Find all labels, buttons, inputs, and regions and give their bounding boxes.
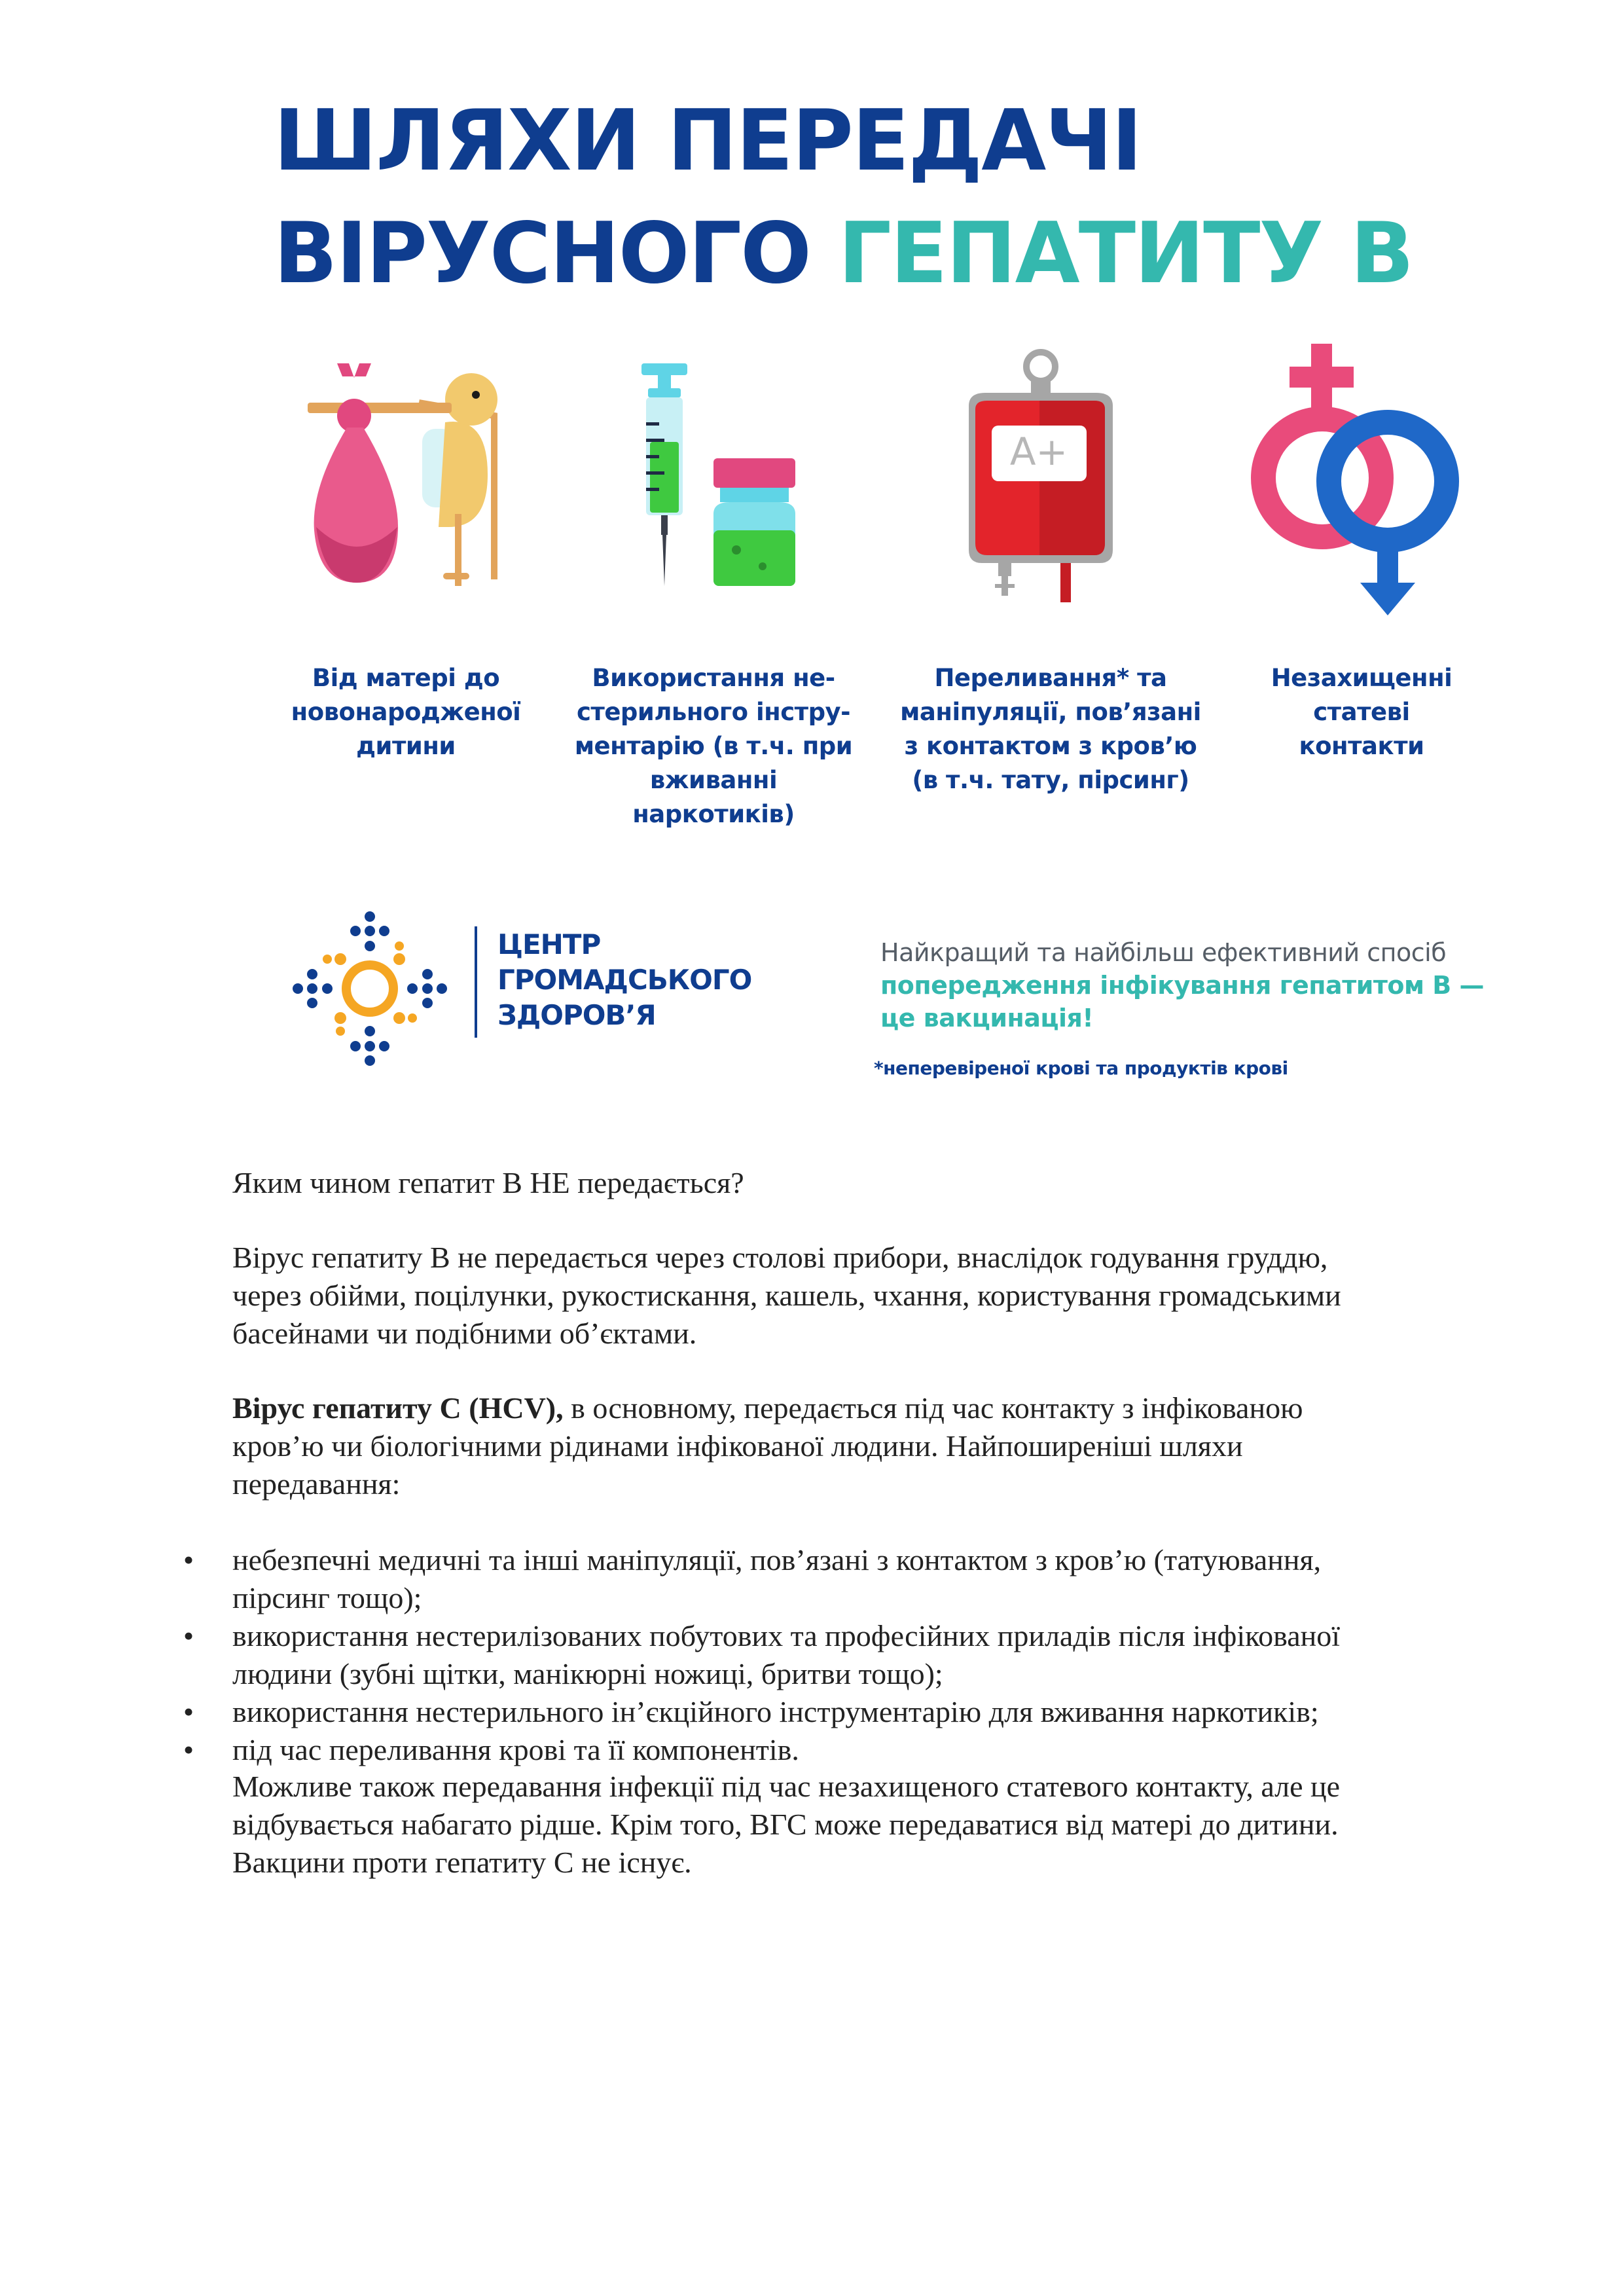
closing-text-b: ВГС може передаватися bbox=[749, 1808, 1058, 1841]
transmission-routes-list bbox=[183, 1541, 1509, 1769]
org-name bbox=[497, 927, 751, 1033]
list-item-text: під час переливання крові та її компонентів. bbox=[232, 1733, 799, 1766]
hbv-not-transmitted-paragraph: Вірус гепатиту В не передається через столові прибори, внаслідок годування груддю, через обійми, поцілунки, рукостискання, кашель, чхання, користування громадськими басейнами чи подібними об’єктами. bbox=[232, 1241, 1341, 1350]
stork-with-bundle-icon bbox=[298, 363, 507, 586]
hcv-description: в основному, передається під час контакту з інфікованою кров’ю чи біологічними рідинами інфікованої людини. Найпоширеніші шляхи передавання: bbox=[232, 1391, 1303, 1501]
blood-bag-icon bbox=[956, 347, 1119, 609]
list-item-text: використання нестерилізованих побутових та професійних приладів після інфікованої людини (зубні щітки, манікюрні ножиці, бритви тощо); bbox=[232, 1619, 1341, 1690]
route-caption-mother-to-child: Від матері до новонародженої дитини bbox=[291, 664, 521, 760]
public-health-center-logo-icon bbox=[291, 910, 448, 1070]
gender-symbols-icon bbox=[1244, 334, 1466, 622]
route-caption-unprotected-sex: Незахищенні статеві контакти bbox=[1271, 664, 1453, 760]
list-item-text: використання нестерильного ін’єкційного інструментарію для вживання наркотиків; bbox=[232, 1695, 1319, 1728]
list-item bbox=[183, 1541, 1509, 1617]
blood-type-label: A+ bbox=[1009, 429, 1068, 474]
question-heading: Яким чином гепатит В НЕ передається? bbox=[232, 1166, 744, 1199]
title-line-1: ШЛЯХИ ПЕРЕДАЧІ bbox=[274, 92, 1142, 190]
list-item bbox=[183, 1617, 1509, 1693]
title-line-2 bbox=[274, 198, 1413, 310]
org-name-line-1: ЦЕНТР bbox=[497, 928, 601, 960]
bullet-icon: • bbox=[183, 1619, 194, 1652]
bullet-icon: • bbox=[183, 1733, 194, 1766]
logo-divider bbox=[475, 926, 477, 1038]
closing-text-d: Вакцини проти гепатиту С не існує. bbox=[232, 1846, 692, 1879]
hcv-term: Вірус гепатиту С (HCV), bbox=[232, 1391, 564, 1425]
poster-title bbox=[274, 85, 1413, 310]
blood-footnote: *неперевіреної крові та продуктів крові bbox=[874, 1057, 1288, 1079]
list-item bbox=[183, 1693, 1509, 1731]
closing-text-c: від матері до дитини. bbox=[1058, 1808, 1339, 1841]
bullet-icon: • bbox=[183, 1695, 194, 1728]
org-name-line-2: ГРОМАДСЬКОГО bbox=[497, 964, 752, 996]
route-caption-non-sterile-tools: Використання не- стерильного інстру- ментарію (в т.ч. при вживанні наркотиків) bbox=[574, 664, 853, 828]
slogan-plain: Найкращий та найбільш ефективний спосіб bbox=[880, 938, 1447, 967]
bullet-icon: • bbox=[183, 1543, 194, 1576]
list-item-text: небезпечні медичні та інші маніпуляції, пов’язані з контактом з кров’ю (татуювання, пірсинг тощо); bbox=[232, 1543, 1322, 1614]
closing-paragraph bbox=[232, 1768, 1509, 1882]
list-item bbox=[183, 1731, 1509, 1769]
route-caption-transfusion: Переливання* та маніпуляції, пов’язані з контактом з кров’ю (в т.ч. тату, пірсинг) bbox=[900, 664, 1201, 794]
vaccination-slogan bbox=[880, 936, 1509, 1034]
syringe-and-vial-icon bbox=[632, 363, 802, 586]
title-line-2-accent: ГЕПАТИТУ В bbox=[838, 205, 1413, 302]
hcv-transmission-paragraph bbox=[232, 1389, 1476, 1503]
closing-text-a: Можливе також передавання інфекції під час незахищеного статевого контакту, але це відбувається набагато рідше. Крім того, bbox=[232, 1770, 1341, 1841]
org-name-line-3: ЗДОРОВ’Я bbox=[497, 999, 656, 1031]
slogan-highlight: попередження інфікування гепатитом В — це вакцинація! bbox=[880, 971, 1484, 1032]
title-line-2-blue: ВІРУСНОГО bbox=[274, 205, 810, 302]
